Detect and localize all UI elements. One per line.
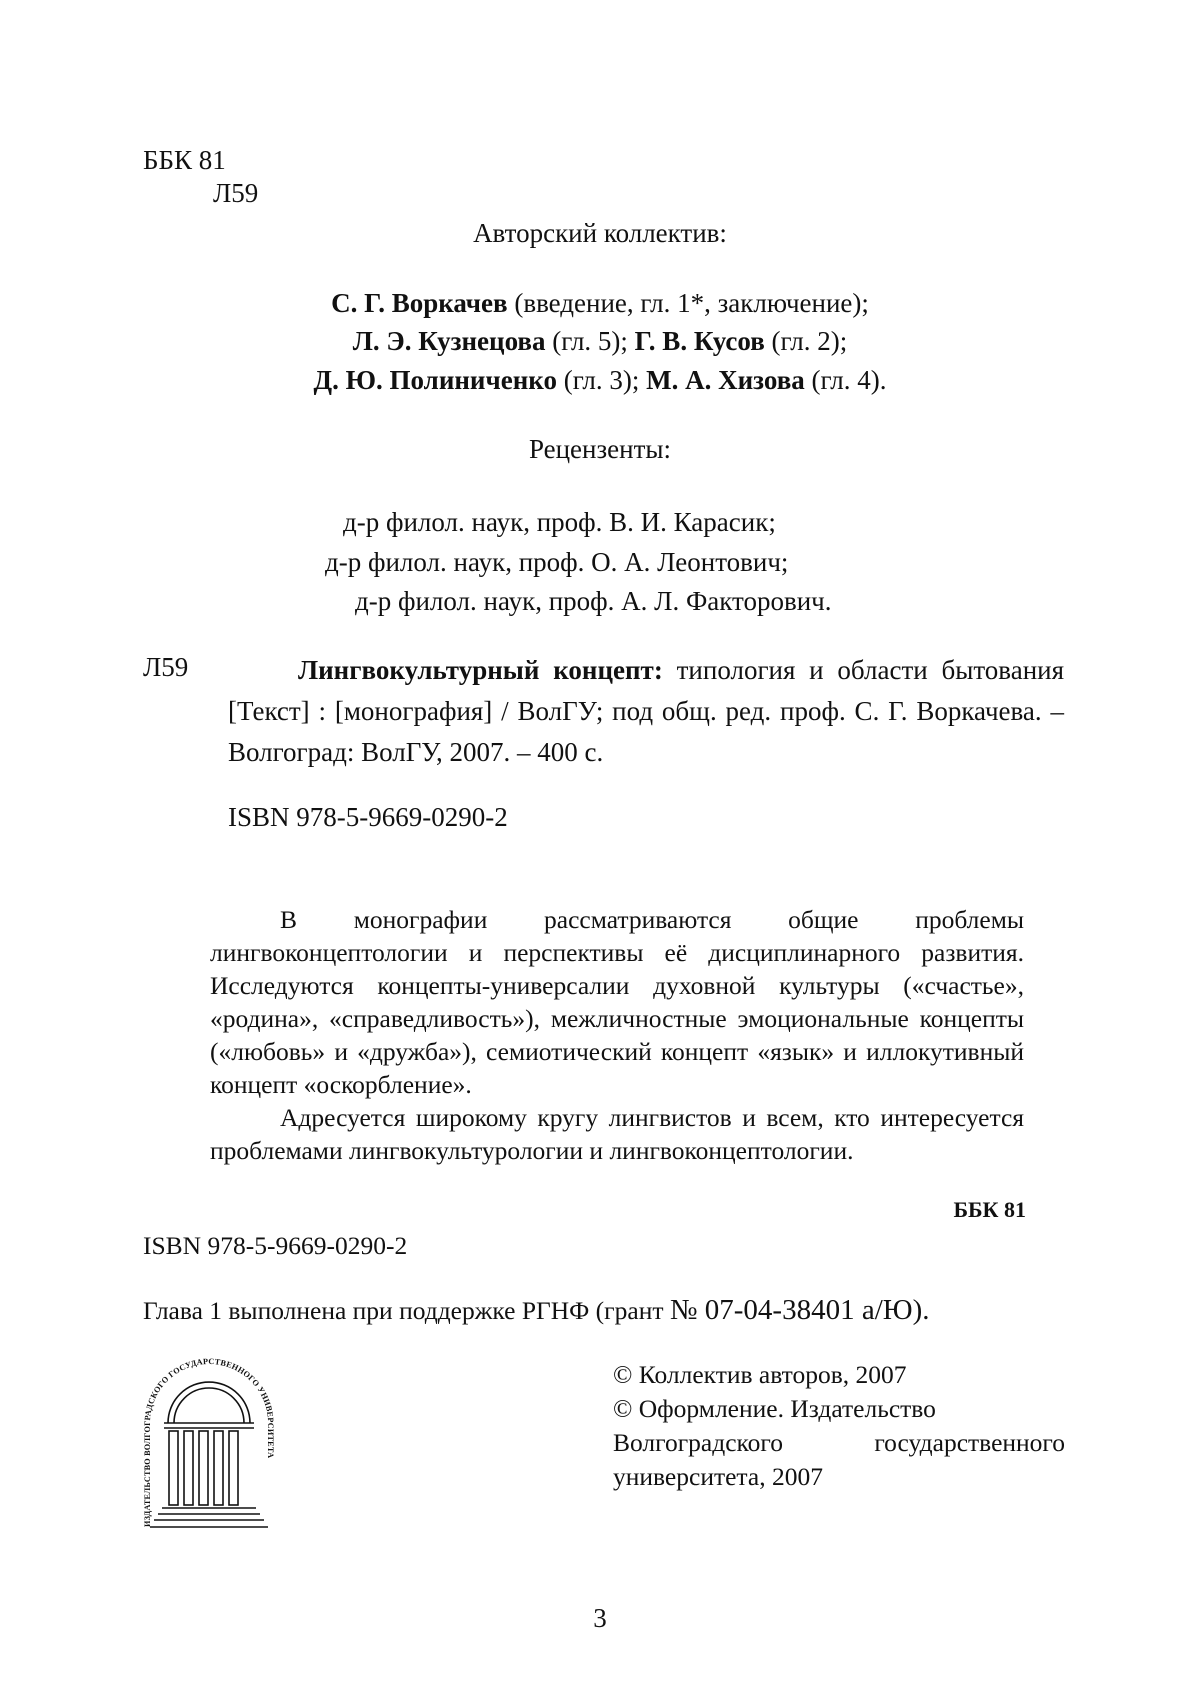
bbk-code-top: ББК 81 bbox=[143, 145, 226, 175]
copyright-block bbox=[613, 1358, 1065, 1494]
grant-number: № 07-04-38401 а/Ю). bbox=[669, 1294, 930, 1326]
copyright-authors: © Коллектив авторов, 2007 bbox=[613, 1360, 907, 1389]
grant-note bbox=[143, 1294, 930, 1327]
annotation bbox=[210, 903, 1024, 1167]
reviewer-item: д-р филол. наук, проф. А. Л. Факторович. bbox=[355, 586, 832, 616]
author-role: (введение, гл. 1*, заключение); bbox=[507, 288, 869, 318]
author-sign-top: Л59 bbox=[213, 178, 259, 208]
author-role: (гл. 5); bbox=[545, 326, 635, 356]
bibliographic-description bbox=[228, 650, 1064, 773]
annotation-paragraph: Адресуется широкому кругу лингвистов и всем, кто интересуется проблемами лингвокультурологии и лингвоконцептологии. bbox=[210, 1103, 1024, 1165]
annotation-paragraph: В монографии рассматриваются общие проблемы лингвоконцептологии и перспективы её дисциплинарного развития. Исследуются концепты-универсалии духовной культуры («счастье», «родина», «справедливость»), межличностные эмоциональные концепты («любовь» и «дружба»), семиотический концепт «язык» и иллокутивный концепт «оскорбление». bbox=[210, 905, 1024, 1099]
copyright-publisher: Волгоградского государственного bbox=[613, 1428, 1065, 1457]
grant-text: Глава 1 выполнена при поддержке РГНФ (грант bbox=[143, 1296, 670, 1325]
book-title: Лингвокультурный концепт: bbox=[298, 655, 663, 685]
bbk-code-bottom: ББК 81 bbox=[953, 1197, 1026, 1222]
page-number: 3 bbox=[593, 1603, 607, 1633]
reviewer-item: д-р филол. наук, проф. В. И. Карасик; bbox=[343, 507, 776, 537]
author-role: (гл. 4). bbox=[804, 365, 887, 395]
author-name: Д. Ю. Полиниченко bbox=[313, 365, 557, 395]
authors-heading: Авторский коллектив: bbox=[473, 218, 727, 248]
author-line-3 bbox=[0, 363, 1200, 397]
author-role: (гл. 2); bbox=[764, 326, 848, 356]
author-name: М. А. Хизова bbox=[646, 365, 805, 395]
reviewer-item: д-р филол. наук, проф. О. А. Леонтович; bbox=[325, 547, 789, 577]
colonnade-rotunda-icon bbox=[138, 1353, 280, 1538]
author-line-2 bbox=[0, 324, 1200, 358]
isbn-entry: ISBN 978-5-9669-0290-2 bbox=[228, 802, 508, 832]
book-imprint: типология и области бытования [Текст] : [монография] / ВолГУ; под общ. ред. проф. С. Г. Воркачева. – Волгоград: ВолГУ, 2007. – 400 с. bbox=[228, 655, 1065, 767]
copyright-design: © Оформление. Издательство bbox=[613, 1394, 936, 1423]
bibliographic-code: Л59 bbox=[143, 652, 189, 682]
author-name: С. Г. Воркачев bbox=[331, 288, 508, 318]
author-name: Л. Э. Кузнецова bbox=[352, 326, 546, 356]
reviewers-heading: Рецензенты: bbox=[528, 434, 672, 464]
copyright-year: университета, 2007 bbox=[613, 1462, 823, 1491]
author-line-1 bbox=[0, 286, 1200, 320]
author-role: (гл. 3); bbox=[556, 365, 647, 395]
author-name: Г. В. Кусов bbox=[634, 326, 765, 356]
publisher-arc-text: ИЗДАТЕЛЬСТВО ВОЛГОГРАДСКОГО ГОСУДАРСТВЕННОГО УНИВЕРСИТЕТА bbox=[143, 1356, 276, 1527]
isbn-bottom: ISBN 978-5-9669-0290-2 bbox=[143, 1231, 408, 1260]
